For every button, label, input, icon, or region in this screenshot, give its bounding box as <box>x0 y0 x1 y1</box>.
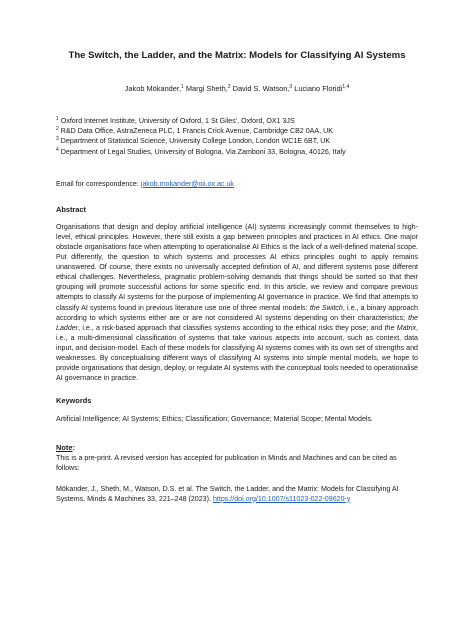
email-label: Email for correspondence: <box>56 179 141 188</box>
affiliation-item <box>56 147 418 157</box>
author-affiliation-mark: 3 <box>289 84 293 90</box>
author-name: Luciano Floridi <box>292 84 343 93</box>
author-list <box>56 84 418 94</box>
abstract-text: , i.e., a multi-dimensional classification of systems that take various aspects into account, such as context, data input, and decision-model. Each of these models for classifying AI systems comes with its own set of strengths and weaknesses. By conceptualising different ways of classifying AI systems into simple mental models, we hope to provide organisations that design, deploy, or regulate AI systems with the conceptual tools needed to operationalise AI governance in practice. <box>56 323 418 383</box>
affiliation-number: 4 <box>56 146 59 153</box>
note-heading-label: Note <box>56 443 73 453</box>
affiliation-text: Department of Statistical Science, University College London, London WC1E 6BT, UK <box>58 137 331 146</box>
affiliation-text: Oxford Internet Institute, University of Oxford, 1 St Giles', Oxford, OX1 3JS <box>58 117 295 125</box>
affiliation-text: R&D Data Office, AstraZeneca PLC, 1 Francis Crick Avenue, Cambridge CB2 0AA, UK <box>58 127 333 136</box>
affiliation-number: 1 <box>56 116 59 122</box>
citation <box>56 484 418 504</box>
doi-link[interactable]: https://doi.org/10.1007/s11023-022-09620-y <box>212 494 351 503</box>
keywords-heading: Keywords <box>56 396 92 406</box>
correspondence-line <box>56 179 418 189</box>
affiliation-text: Department of Legal Studies, University of Bologna, Via Zamboni 33, Bologna, 40126, Italy <box>58 147 346 156</box>
note-text: This is a pre-print. A revised version has accepted for publication in Minds and Machines and can be cited as follows: <box>56 454 397 473</box>
affiliation-list <box>56 116 418 157</box>
abstract-text: Organisations that design and deploy artificial intelligence (AI) systems increasingly commit themselves to high-level, ethical principles. However, there still exists a gap between principles and practices in AI ethics. One major obstacle organisations face when attempting to operationalise AI Ethics is the lack of a well-defined material scope. Put differently, the question to which systems and processes AI ethics principles ought to apply remains unanswered. Of course, there exists no universally accepted definition of AI, and different systems pose different ethical challenges. Nevertheless, pragmatic problem-solving demands that things should be sorted so that their grouping will promote successful actions for some specific end. In this article, we review and compare previous attempts to classify AI systems for the purpose of implementing AI governance in practice. We find that attempts to classify AI systems found in previous literature use one of three mental models: <box>56 222 418 312</box>
abstract-body <box>56 222 418 384</box>
author-name: Margi Sheth, <box>183 84 228 93</box>
paper-title: The Switch, the Ladder, and the Matrix: Models for Classifying AI Systems <box>68 50 406 61</box>
abstract-emphasis: the Switch <box>309 303 343 312</box>
abstract-heading: Abstract <box>56 204 86 214</box>
author-affiliation-mark: 2 <box>227 84 231 90</box>
abstract-emphasis: the Ladder <box>56 313 418 332</box>
note-heading-colon: : <box>72 443 75 453</box>
keywords-text: Artificial Intelligence; AI Systems; Ethics; Classification; Governance; Material Scope; Mental Models. <box>56 415 373 424</box>
affiliation-item <box>56 116 418 126</box>
abstract-text: , i.e., a risk-based approach that classifies systems according to the ethical risks they pose; and <box>78 323 385 332</box>
author-affiliation-mark: 1,4 <box>342 84 350 90</box>
affiliation-number: 2 <box>56 126 59 133</box>
affiliation-item <box>56 126 418 136</box>
affiliation-item <box>56 136 418 146</box>
author-name: David S. Watson, <box>230 84 290 93</box>
abstract-text: , i.e., a binary approach according to which systems either are or are not considered AI systems depending on their characteristics; <box>56 303 419 322</box>
author-affiliation-mark: 1 <box>181 84 184 90</box>
email-link[interactable]: jakob.mokander@oii.ox.ac.uk <box>140 179 234 188</box>
affiliation-number: 3 <box>56 136 59 143</box>
citation-text: Mökander, J., Sheth, M., Watson, D.S. et al. The Switch, the Ladder, and the Matrix: Models for Classifying AI Systems. Minds & Machines 33, 221–248 (2023). <box>56 484 399 503</box>
abstract-emphasis: the Matrix <box>384 323 416 332</box>
author-name: Jakob Mökander, <box>124 84 182 93</box>
note-heading <box>56 443 418 453</box>
